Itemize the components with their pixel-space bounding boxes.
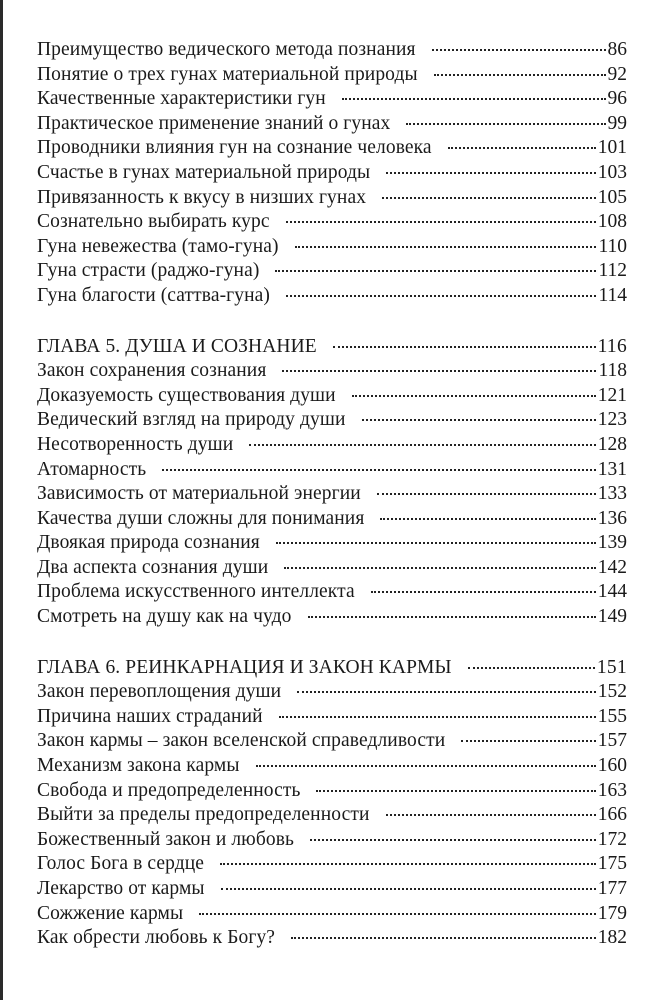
page-number: 139 (597, 532, 627, 554)
dot-leader (256, 765, 596, 767)
dot-leader (333, 346, 596, 348)
dot-leader (316, 790, 595, 792)
entry-title: Лекарство от кармы (37, 878, 205, 899)
page-number: 110 (598, 235, 627, 257)
dot-leader (199, 913, 596, 915)
section-gap (37, 630, 627, 656)
entry-title: Божественный закон и любовь (37, 828, 295, 850)
dot-leader (352, 395, 596, 397)
entry-title: Качественные характеристики гун (37, 88, 326, 110)
entry-title: Ведический взгляд на природу души (37, 409, 346, 431)
page-number: 163 (597, 779, 627, 801)
page-number: 99 (607, 112, 627, 134)
entry-title: Двоякая природа сознания (37, 532, 260, 554)
dot-leader (310, 839, 596, 841)
page-number: 103 (597, 161, 627, 183)
page-number: 105 (597, 186, 627, 208)
toc-entry[interactable] (37, 186, 627, 211)
page-number: 96 (607, 88, 627, 110)
entry-title: Сознательно выбирать курс (37, 211, 270, 233)
dot-leader (342, 98, 606, 100)
page-number: 101 (597, 137, 627, 159)
page-number: 136 (597, 507, 627, 529)
toc-entry[interactable] (37, 779, 627, 804)
dot-leader (461, 740, 595, 742)
dot-leader (249, 444, 595, 446)
dot-leader (284, 567, 596, 569)
toc-entry[interactable] (37, 902, 627, 927)
entry-title: Счастье в гунах материальной природы (37, 161, 371, 183)
page-number: 128 (597, 433, 627, 455)
page-number: 121 (597, 384, 627, 406)
entry-title: Привязанность к вкусу в низших гунах (37, 186, 367, 208)
entry-title: Выйти за пределы предопределенности (37, 804, 370, 826)
page-number: 177 (597, 878, 627, 899)
dot-leader (279, 716, 596, 718)
entry-title: Гуна страсти (раджо-гуна) (37, 260, 260, 282)
toc-entry[interactable] (37, 63, 627, 88)
page-number: 179 (597, 902, 627, 924)
entry-title: Сожжение кармы (37, 902, 184, 924)
chapter-heading[interactable] (37, 656, 627, 681)
toc-entry[interactable] (37, 112, 627, 137)
toc-entry[interactable] (37, 803, 627, 828)
dot-leader (297, 691, 596, 693)
page-edge-shadow (0, 0, 3, 1000)
toc-entry[interactable] (37, 852, 627, 877)
dot-leader (432, 49, 606, 51)
entry-title: Причина наших страданий (37, 705, 263, 727)
page-number: 112 (598, 260, 627, 282)
toc-entry[interactable] (37, 433, 627, 458)
chapter-title: ГЛАВА 6. РЕИНКАРНАЦИЯ И ЗАКОН КАРМЫ (37, 656, 452, 678)
page-number: 92 (607, 63, 627, 85)
entry-title: Голос Бога в сердце (37, 853, 205, 875)
page-number: 172 (597, 828, 627, 850)
dot-leader (386, 814, 596, 816)
toc-entry[interactable] (37, 161, 627, 186)
dot-leader (308, 616, 596, 618)
toc-entry[interactable] (37, 87, 627, 112)
entry-title: Свобода и предопределенность (37, 779, 301, 801)
toc-entry[interactable] (37, 828, 627, 853)
toc-entry[interactable] (37, 259, 627, 284)
entry-title: Как обрести любовь к Богу? (37, 927, 276, 949)
toc-entry[interactable] (37, 235, 627, 260)
toc-entry[interactable] (37, 877, 627, 902)
chapter-title: ГЛАВА 5. ДУША И СОЗНАНИЕ (37, 335, 317, 357)
dot-leader (434, 74, 606, 76)
toc-entry[interactable] (37, 605, 627, 630)
dot-leader (468, 667, 595, 669)
toc-entry[interactable] (37, 580, 627, 605)
dot-leader (377, 493, 596, 495)
page-number: 151 (596, 656, 627, 678)
toc-entry[interactable] (37, 680, 627, 705)
dot-leader (286, 295, 596, 297)
dot-leader (382, 197, 596, 199)
entry-title: Гуна благости (саттва-гуна) (37, 284, 271, 306)
dot-leader (221, 888, 596, 890)
entry-title: Проблема искусственного интеллекта (37, 581, 355, 603)
entry-title: Смотреть на душу как на чудо (37, 606, 292, 628)
entry-title: Атомарность (37, 458, 147, 480)
table-of-contents (37, 38, 627, 951)
toc-entry[interactable] (37, 384, 627, 409)
dot-leader (362, 419, 596, 421)
dot-leader (406, 123, 605, 125)
dot-leader (286, 221, 596, 223)
page-number: 118 (598, 360, 627, 382)
page-number: 142 (597, 556, 627, 578)
page-number: 157 (597, 730, 627, 752)
dot-leader (380, 518, 595, 520)
entry-title: Закон кармы – закон вселенской справедливости (37, 730, 446, 752)
page-number: 131 (597, 458, 627, 480)
toc-entry[interactable] (37, 210, 627, 235)
entry-title: Несотворенность души (37, 433, 234, 455)
toc-entry[interactable] (37, 408, 627, 433)
page-number: 155 (597, 705, 627, 727)
toc-entry[interactable] (37, 482, 627, 507)
toc-entry[interactable] (37, 926, 627, 951)
entry-title: Доказуемость существования души (37, 384, 336, 406)
dot-leader (386, 172, 596, 174)
entry-title: Механизм закона кармы (37, 755, 240, 777)
dot-leader (220, 863, 596, 865)
section-gap (37, 309, 627, 335)
page-number: 175 (597, 853, 627, 875)
page-number: 114 (598, 284, 627, 306)
page-number: 108 (597, 211, 627, 233)
entry-title: Зависимость от материальной энергии (37, 483, 361, 505)
entry-title: Качества души сложны для понимания (37, 507, 365, 529)
toc-entry[interactable] (37, 284, 627, 309)
page-number: 149 (597, 606, 627, 628)
entry-title: Закон перевоплощения души (37, 681, 282, 703)
dot-leader (276, 542, 596, 544)
entry-title: Практическое применение знаний о гунах (37, 112, 391, 134)
toc-entry[interactable] (37, 531, 627, 556)
entry-title: Преимущество ведического метода познания (37, 39, 416, 60)
dot-leader (275, 270, 596, 272)
toc-entry[interactable] (37, 136, 627, 161)
page-number: 116 (597, 335, 627, 357)
dot-leader (162, 469, 596, 471)
entry-title: Гуна невежества (тамо-гуна) (37, 235, 279, 257)
page-number: 133 (597, 483, 627, 505)
page-number: 86 (607, 39, 627, 60)
entry-title: Закон сохранения сознания (37, 360, 267, 382)
toc-entry[interactable] (37, 556, 627, 581)
dot-leader (282, 370, 596, 372)
dot-leader (295, 246, 597, 248)
page-number: 152 (597, 681, 627, 703)
dot-leader (371, 591, 596, 593)
chapter-heading[interactable] (37, 335, 627, 360)
toc-entry[interactable] (37, 38, 627, 63)
toc-entry[interactable] (37, 705, 627, 730)
page-number: 160 (597, 755, 627, 777)
entry-title: Два аспекта сознания души (37, 556, 269, 578)
entry-title: Понятие о трех гунах материальной природы (37, 63, 418, 85)
toc-entry[interactable] (37, 507, 627, 532)
page-number: 182 (597, 927, 627, 949)
entry-title: Проводники влияния гун на сознание человека (37, 137, 432, 159)
dot-leader (291, 937, 596, 939)
toc-entry[interactable] (37, 359, 627, 384)
toc-entry[interactable] (37, 458, 627, 483)
toc-entry[interactable] (37, 754, 627, 779)
page-number: 166 (597, 804, 627, 826)
dot-leader (448, 147, 596, 149)
toc-entry[interactable] (37, 729, 627, 754)
page-number: 144 (597, 581, 627, 603)
page-number: 123 (597, 409, 627, 431)
